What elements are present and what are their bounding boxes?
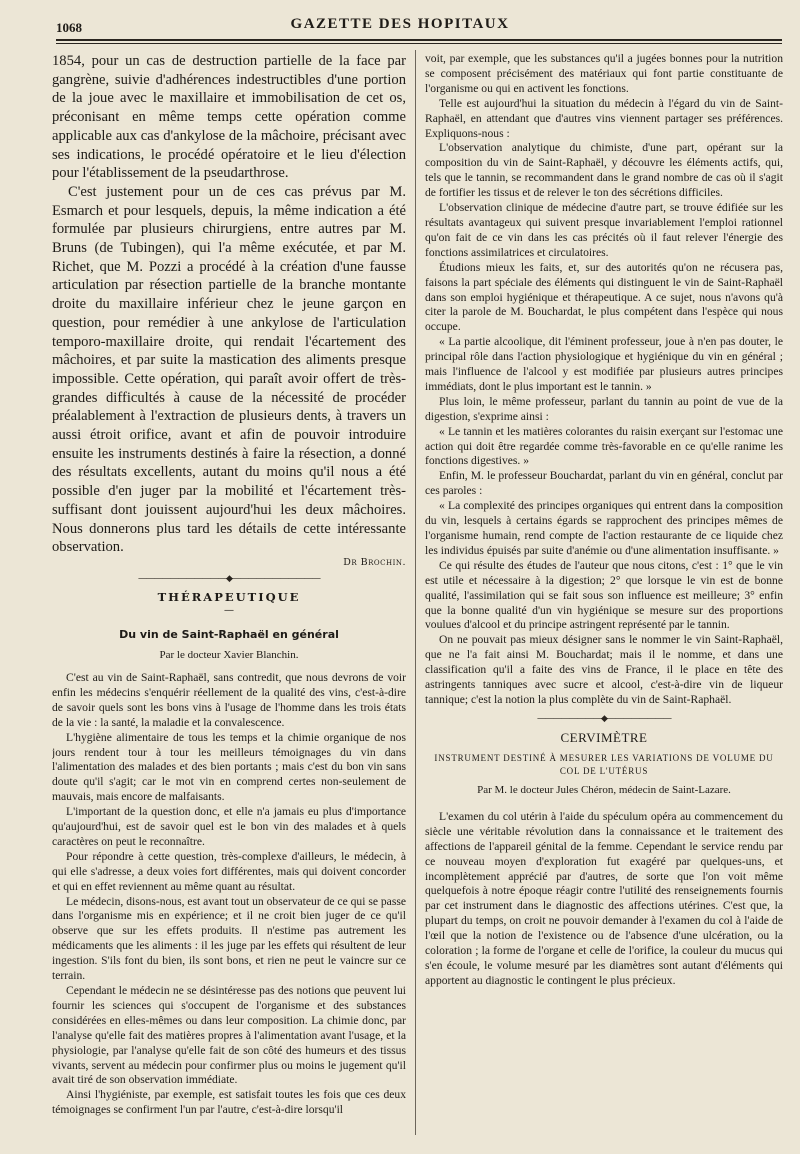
ornament-divider: ———————————◆——————————— xyxy=(138,573,320,584)
paragraph: 1854, pour un cas de destruction partielle de la face par gangrène, suivie d'adhérences indestructibles d'une portion de la joue avec le maxillaire et immobilisation de cet os, préconisant en même temps cette opération comme applicable aux cas d'ankylose de la mâchoire, précisant avec ses indications, le procédé opératoire et le lieu d'élection pour l'établissement de la pseudarthrose. xyxy=(52,53,406,182)
paragraph: L'important de la question donc, et elle n'a jamais eu plus d'importance qu'aujourd'hui, est de savoir quel est le bon vin des malades et à quels caractères on peut le reconnaître. xyxy=(52,805,406,848)
article-title: Du vin de Saint-Raphaël en général xyxy=(119,627,339,641)
article-body xyxy=(52,671,406,1118)
paragraph: L'observation clinique de médecine d'autre part, se trouve édifiée sur les résultats avantageux qui suivent presque invariablement l'emploi rationnel qu'on fait de ce vin dans les cas précités où il faut relever l'énergie des fonctions assimilatrices et circulatoires. xyxy=(425,201,783,259)
paragraph: L'observation analytique du chimiste, d'une part, opérant sur la composition du vin de Saint-Raphaël, y découvre les éléments actifs, qui, tels que le tannin, se recommandent dans le grand nombre de cas où il s'agit de fortifier les tissus et de relever le ton des sécrétions difficiles. xyxy=(425,141,783,200)
paragraph: Le médecin, disons-nous, est avant tout un observateur de ce qui se passe dans l'organisme mis en expérience; et il ne croit bien juger de ce qu'il observe que sur les effets produits. Il n'estime pas autrement les médicaments que les aliments : il les juge par les effets qui résultent de leur ingestion. S'ils font du bien, ils sont bons, et rien ne peut le vaincre sur ce terrain. xyxy=(52,894,406,983)
paragraph: Cependant le médecin ne se désintéresse pas des notions que peuvent lui fournir les sciences qui s'occupent de l'organisme et des substances considérées en elles-mêmes ou dans leur composition. La chimie donc, par l'analyse qu'elle fait des matières propres à l'alimentation avant l'usage, et la physiologie, par l'analyse qu'elle fait de son côté des humeurs et des tissus vivants, servent au médecin pour confirmer plus ou moins le jugement qu'il avait tiré de son observation immédiate. xyxy=(52,984,406,1087)
paragraph: voit, par exemple, que les substances qu'il a jugées bonnes pour la nutrition se composent précisément des matériaux qui font partie constituante de l'organisme ou qui en activent les fonctions. xyxy=(425,52,783,95)
right-column xyxy=(425,52,783,989)
paragraph: Telle est aujourd'hui la situation du médecin à l'égard du vin de Saint-Raphaël, en attendant que d'autres vins viennent partager ses préférences. Expliquons-nous : xyxy=(425,96,783,140)
journal-title: GAZETTE DES HOPITAUX xyxy=(290,16,510,32)
article-byline: Par le docteur Xavier Blanchin. xyxy=(159,648,299,661)
header-rule-thin xyxy=(56,43,782,44)
article-body-continued xyxy=(425,52,783,708)
page-header xyxy=(0,0,800,40)
ornament-divider: ————————◆———————— xyxy=(537,713,671,724)
paragraph: Enfin, M. le professeur Bouchardat, parlant du vin en général, conclut par ces paroles : xyxy=(425,469,783,498)
left-column xyxy=(52,52,406,1118)
paragraph: Pour répondre à cette question, très-complexe d'ailleurs, le médecin, à qui elle s'adresse, a deux voies fort différentes, mais qui doivent concorder et qui en effet reviennent au même quant au résultat. xyxy=(52,849,406,893)
paragraph: « La complexité des principes organiques qui entrent dans la composition du vin, lesquels à certains égards se rapprochent des principes mêmes de l'organisme humain, rend compte de l'action restaurante de ce liquide chez les individus épuisés par suite d'anémie ou d'une alimentation insuffisante. » xyxy=(425,499,783,557)
paragraph: Ainsi l'hygiéniste, par exemple, est satisfait toutes les fois que ces deux témoignages se confirment l'un par l'autre, c'est-à-dire lorsqu'il xyxy=(52,1088,406,1117)
paragraph: C'est au vin de Saint-Raphaël, sans contredit, que nous devrons de voir enfin les médecins s'enquérir réellement de la qualité des vins, c'est-à-dire de savoir quels sont les bons vins à l'usage de l'homme dans les trois états de la vie : la santé, la maladie et la convalescence. xyxy=(52,670,406,729)
column-divider xyxy=(415,50,416,1135)
section-title: THÉRAPEUTIQUE xyxy=(157,589,301,604)
article-byline: Par M. le docteur Jules Chéron, médecin de Saint-Lazare. xyxy=(477,783,731,796)
paragraph: Plus loin, le même professeur, parlant du tannin au point de vue de la digestion, s'exprime ainsi : xyxy=(425,394,783,423)
header-rule xyxy=(56,39,782,41)
paragraph: Étudions mieux les faits, et, sur des autorités qu'on ne récusera pas, faisons la part spéciale des éléments qui distinguent le vin de Saint-Raphaël dans son emploi hygiénique et thérapeutique. A ce sujet, nous n'avons qu'à citer la parole de M. Bouchardat, le plus compétent dans l'espèce qui nous occupe. xyxy=(425,260,783,334)
section-dash: — xyxy=(224,604,234,616)
page-number: 1068 xyxy=(56,20,82,35)
paragraph: L'hygiène alimentaire de tous les temps et la chimie organique de nos jours rendent tour à tour les meilleurs témoignages du vin dans l'alimentation des malades et des bien portants ; mais c'est du bon vin sans doute qu'il s'agit; car le mot vin en comprend certes non-seulement de mauvais, mais encore de malfaisants. xyxy=(52,730,406,804)
paragraph: L'examen du col utérin à l'aide du spéculum opéra au commencement du siècle une véritable révolution dans la connaissance et le traitement des affections de l'appareil génital de la femme. Cependant le service rendu par ce nouveau moyen d'exploration fut exagéré par quelques-uns, et incomplètement apprécié par d'autres, de sorte que l'on voit même quelquefois à notre époque réagir contre l'utilité des renseignements fournis par cet instrument dans le diagnostic des affections utérines. C'est que, la plupart du temps, on croit ne pouvoir demander à l'examen du col à l'aide de l'œil que la notion de l'existence ou de l'absence d'une ulcération, ou la coloration ; la forme de l'organe et celle de l'orifice, la couleur du mucus qui s'en écoule, le volume mesuré par les diamètres sont autant d'éléments qui apportent au diagnostic le contingent le plus précieux. xyxy=(425,809,783,987)
surgery-report xyxy=(52,52,406,557)
article-title: CERVIMÈTRE xyxy=(560,729,648,745)
author-signature: Dr Brochin. xyxy=(343,556,406,568)
paragraph: « La partie alcoolique, dit l'éminent professeur, joue à n'en pas douter, le principal rôle dans l'action physiologique et hygiénique du vin en général ; mais l'influence de l'alcool y est modifiée par plusieurs autres principes immédiats, dont le plus important est le tannin. » xyxy=(425,335,783,393)
paragraph: Ce qui résulte des études de l'auteur que nous citons, c'est : 1° que le vin est utile et nécessaire à la digestion; 2° que lorsque le vin est de bonne qualité, l'assimilation qui se fait sous son influence est meilleure; 3° enfin que la bonne qualité d'un vin hygiénique se mesure sur des proportions voulues d'alcool et du principe astringent représenté par le tannin. xyxy=(425,558,783,632)
article-subtitle: INSTRUMENT DESTINÉ À MESURER LES VARIATIONS DE VOLUME DU COL DE L'UTÉRUS xyxy=(434,752,774,776)
paragraph: On ne pouvait pas mieux désigner sans le nommer le vin Saint-Raphaël, que ne l'a fait ainsi M. Bouchardat; mais il le nomme, et dans une classification qu'il a faite des vins de France, il le place en tête des astringents tanniques avec sucre et alcool, c'est-à-dire vin de liqueur tannique; c'est la notion la plus complète du vin de Saint-Raphaël. xyxy=(425,633,783,706)
paragraph: C'est justement pour un de ces cas prévus par M. Esmarch et pour lesquels, depuis, la même indication a été formulée par plusieurs chirurgiens, entre autres par M. Bruns (de Tubingen), qui l'a même exécutée, et par M. Richet, que M. Pozzi a procédé à la création d'une fausse articulation par résection partielle de la branche montante droite du maxillaire inférieur chez le jeune garçon en question, pour remédier à une ankylose de l'articulation temporo-maxillaire droite, qui rendait l'écartement des mâchoires, et par suite la mastication des aliments presque impossible. Cette opération, qui paraît avoir offert de très-grandes difficultés à cause de la nécessité de procéder préalablement à l'extraction de plusieurs dents, à travers un aussi étroit orifice, avant et afin de pouvoir introduire ensuite les instruments destinés à faire la résection, a donné des résultats excellents, autant du moins qu'il nous a été possible d'en juger par la mobilité et l'écartement très-suffisant dont jouissent aujourd'hui les deux mâchoires. Nous donnerons plus tard les détails de cette intéressante observation. xyxy=(52,183,406,556)
article-body xyxy=(425,810,783,989)
paragraph: « Le tannin et les matières colorantes du raisin exerçant sur l'estomac une action qui doit être regardée comme très-favorable en ce qu'elle ranime les fonctions digestives. » xyxy=(425,424,783,468)
